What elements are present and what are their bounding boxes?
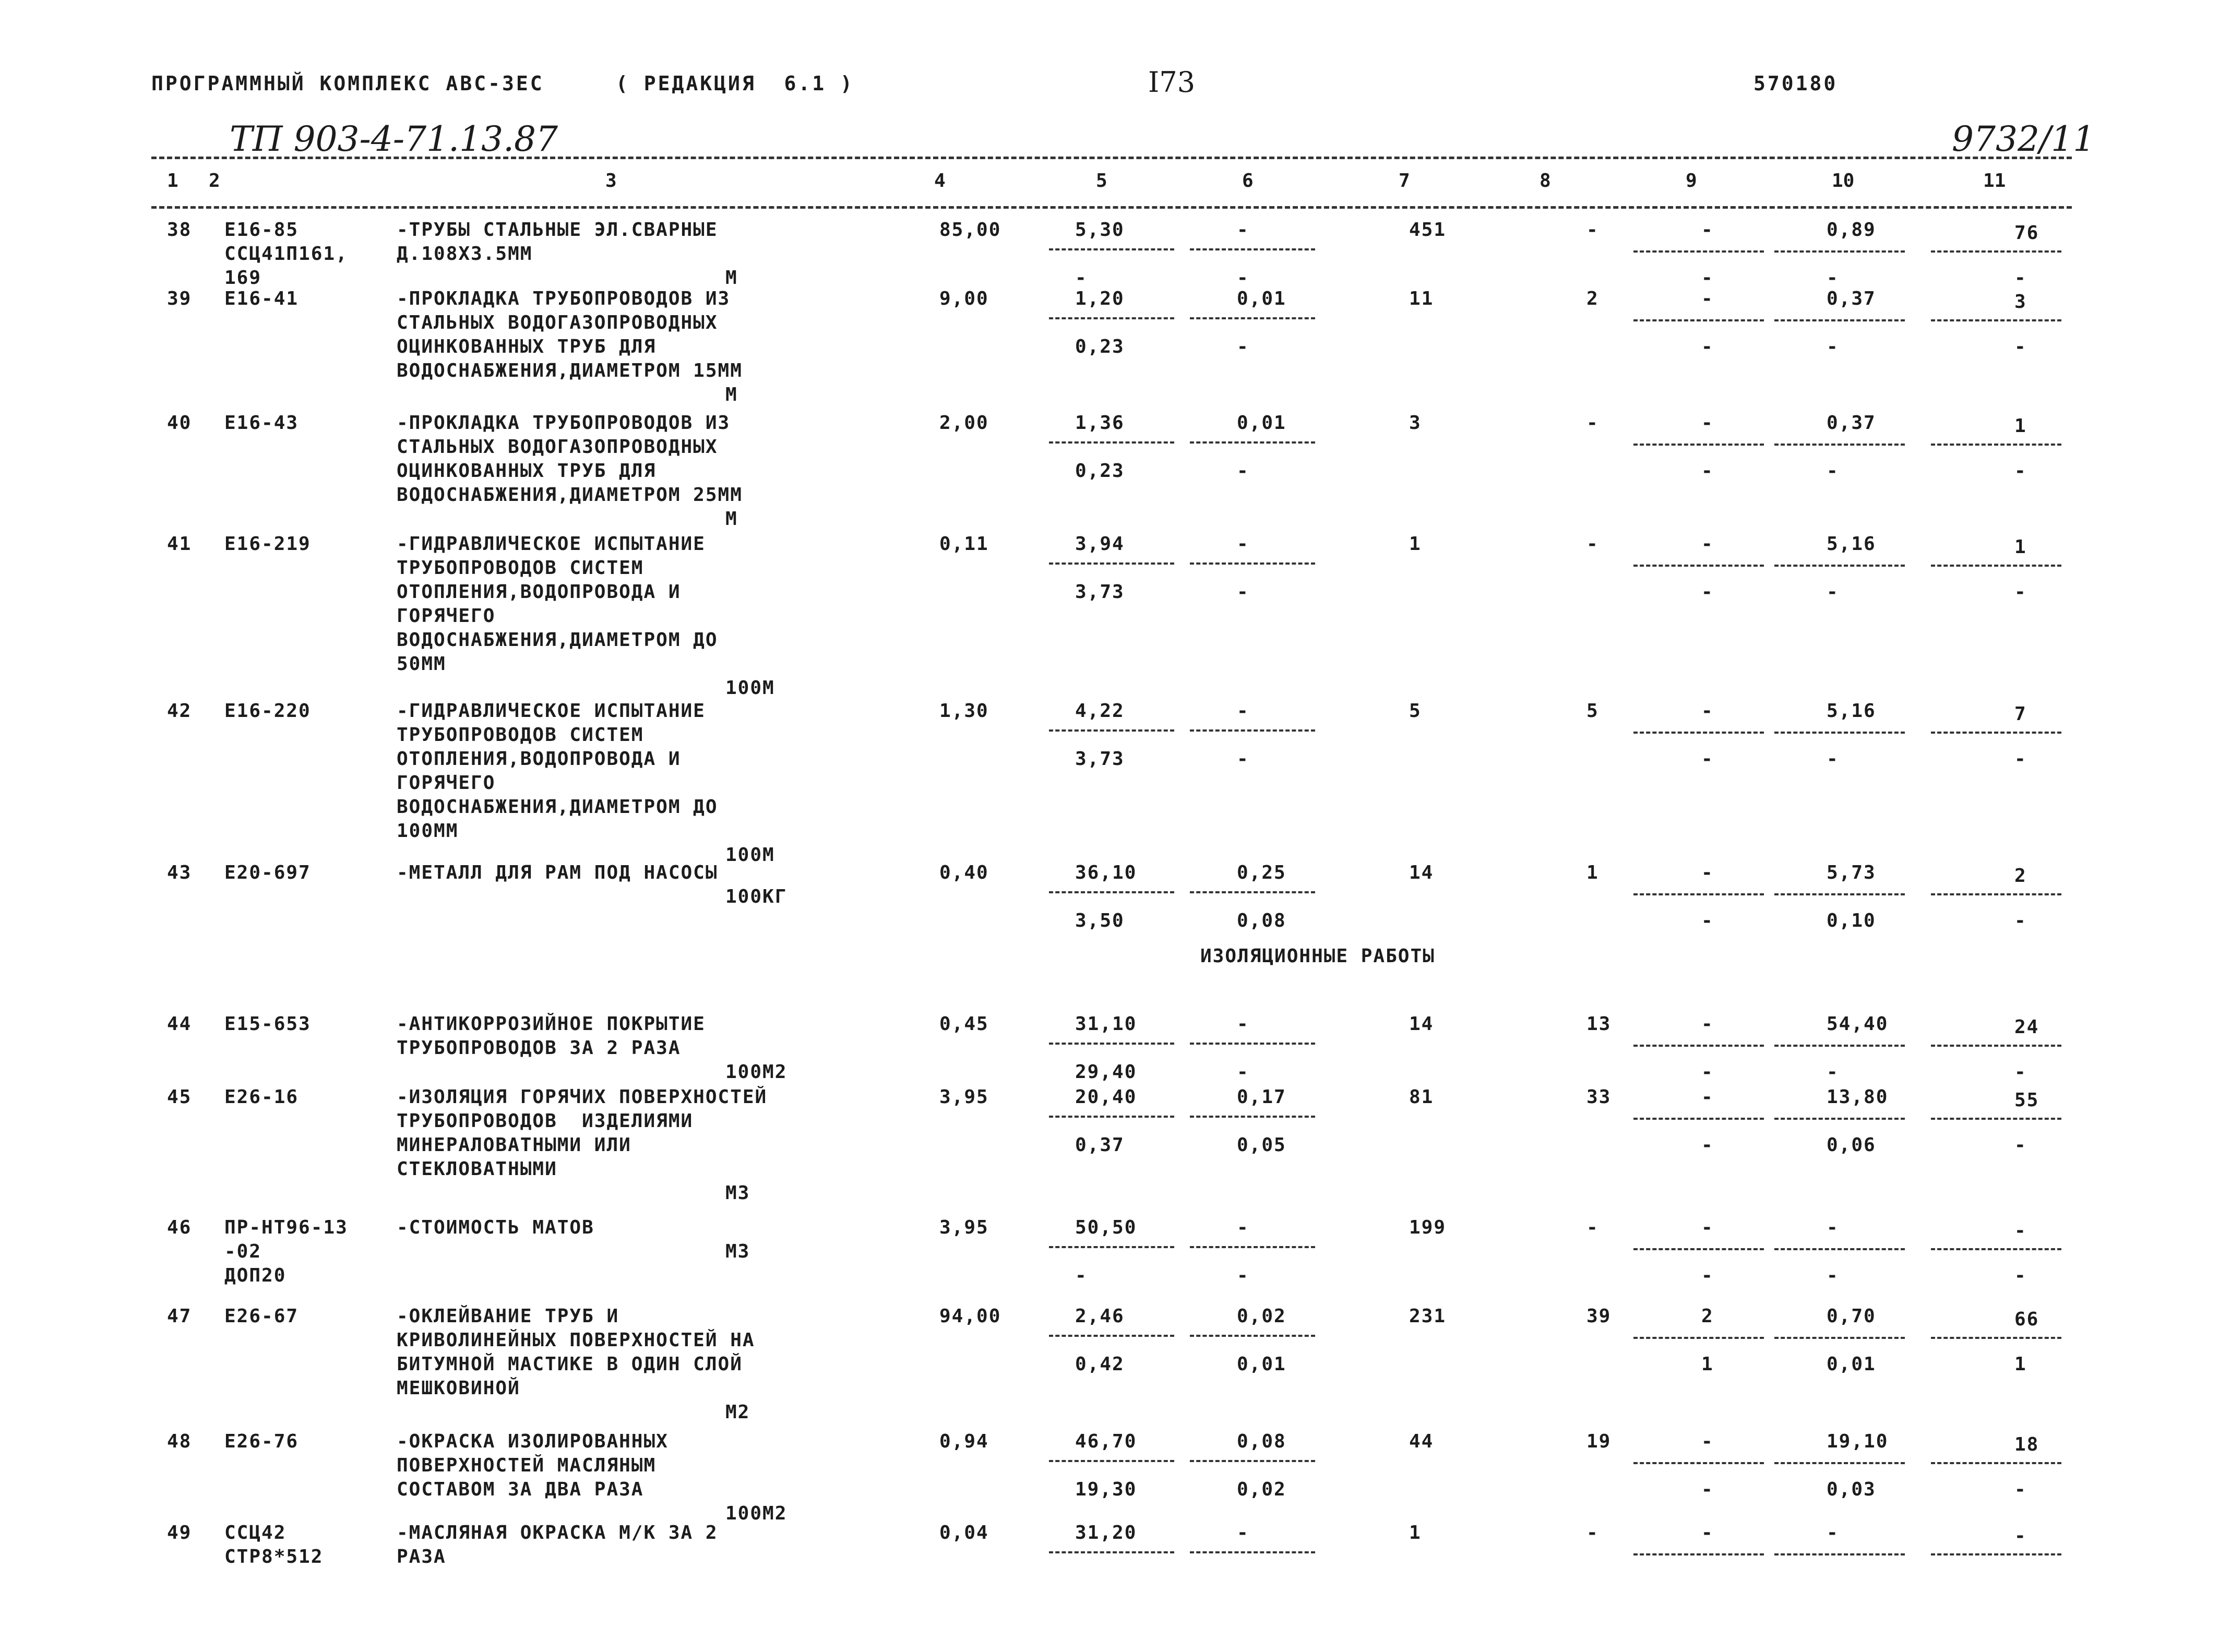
total-wages: -	[1586, 1522, 1599, 1543]
row-separator	[1931, 1553, 2061, 1555]
total-cost: 14	[1409, 862, 1434, 883]
labor-total: 55	[2014, 1090, 2039, 1111]
labor-total: 1	[2014, 415, 2027, 437]
row-separator	[1049, 248, 1174, 250]
total-wages: -	[1586, 412, 1599, 434]
row-separator	[1633, 1462, 1764, 1464]
total-cost: 81	[1409, 1086, 1434, 1108]
unit-cost-machines: -	[1237, 1522, 1249, 1543]
row-separator	[1049, 441, 1174, 444]
column-header-3: 3	[605, 170, 617, 191]
rate-code: Е16-85 ССЦ41П161, 169	[224, 219, 348, 289]
labor-unit: 54,40	[1827, 1013, 1889, 1035]
rate-code: Е26-76	[224, 1431, 299, 1452]
labor-unit: 0,89	[1827, 219, 1876, 241]
labor-unit: 0,37	[1827, 412, 1876, 434]
work-description: -ПРОКЛАДКА ТРУБОПРОВОДОВ ИЗ СТАЛЬНЫХ ВОДОГАЗОПРОВОДНЫХ ОЦИНКОВАННЫХ ТРУБ ДЛЯ ВОДОСНАБЖЕНИЯ,ДИАМЕТРОМ 25ММ	[397, 412, 743, 506]
row-separator	[1190, 729, 1315, 732]
edition-label: ( РЕДАКЦИЯ 6.1 )	[616, 72, 854, 95]
row-number: 38	[167, 219, 192, 241]
unit-cost-machines: 0,08	[1237, 1431, 1286, 1452]
row-separator	[1190, 1043, 1315, 1045]
quantity: 0,45	[939, 1013, 989, 1035]
unit-cost-total: 20,40	[1075, 1086, 1137, 1108]
row-separator	[1049, 729, 1174, 732]
rate-code: ССЦ42 СТР8*512	[224, 1522, 324, 1567]
labor-total: -	[2014, 1220, 2027, 1241]
header-rule	[151, 206, 2072, 209]
row-separator	[1774, 444, 1905, 446]
total-wages: 19	[1586, 1431, 1612, 1452]
row-separator	[1633, 893, 1764, 895]
labor-total-machinists: 1	[2014, 1354, 2027, 1375]
quantity: 2,00	[939, 412, 989, 434]
total-machines: -	[1701, 288, 1714, 309]
labor-unit: 19,10	[1827, 1431, 1889, 1452]
labor-total: 2	[2014, 865, 2027, 887]
row-separator	[1190, 248, 1315, 250]
labor-unit-machinists: -	[1827, 748, 1839, 770]
labor-unit-machinists: 0,03	[1827, 1479, 1876, 1500]
unit-cost-machines: 0,17	[1237, 1086, 1286, 1108]
labor-unit-machinists: -	[1827, 1061, 1839, 1083]
row-separator	[1774, 1337, 1905, 1339]
row-separator	[1774, 893, 1905, 895]
total-wages: 33	[1586, 1086, 1612, 1108]
row-separator	[1190, 562, 1315, 565]
unit-cost-machines: 0,02	[1237, 1306, 1286, 1327]
unit-cost-machines: -	[1237, 219, 1249, 241]
unit-cost-total: 36,10	[1075, 862, 1137, 883]
program-title: ПРОГРАММНЫЙ КОМПЛЕКС АВС-ЗЕС	[151, 72, 544, 95]
row-separator	[1931, 1118, 2061, 1120]
row-separator	[1931, 319, 2061, 321]
unit-cost-machine-wages: -	[1237, 748, 1249, 770]
unit-cost-total: 31,10	[1075, 1013, 1137, 1035]
total-machines: -	[1701, 862, 1714, 883]
work-description: -МАСЛЯНАЯ ОКРАСКА М/К ЗА 2 РАЗА	[397, 1522, 718, 1567]
rate-code: Е16-219	[224, 533, 311, 555]
row-separator	[1931, 565, 2061, 567]
labor-total: -	[2014, 1525, 2027, 1547]
labor-unit: 0,37	[1827, 288, 1876, 309]
total-cost: 231	[1409, 1306, 1447, 1327]
labor-total: 7	[2014, 703, 2027, 725]
column-header-9: 9	[1686, 170, 1697, 191]
labor-unit: 5,73	[1827, 862, 1876, 883]
row-separator	[1049, 317, 1174, 319]
unit-cost-wages: 0,23	[1075, 336, 1125, 357]
total-machine-wages: -	[1701, 910, 1714, 931]
labor-unit-machinists: -	[1827, 336, 1839, 357]
labor-total: 3	[2014, 291, 2027, 313]
unit-cost-total: 31,20	[1075, 1522, 1137, 1543]
quantity: 3,95	[939, 1086, 989, 1108]
row-separator	[1774, 250, 1905, 253]
labor-total: 76	[2014, 222, 2039, 244]
total-machine-wages: -	[1701, 1134, 1714, 1156]
row-separator	[1049, 891, 1174, 893]
row-separator	[1633, 565, 1764, 567]
column-header-6: 6	[1242, 170, 1254, 191]
labor-total-machinists: -	[2014, 1265, 2027, 1286]
sheet-number: 9732/11	[1952, 119, 2095, 159]
unit-cost-wages: 0,37	[1075, 1134, 1125, 1156]
row-separator	[1633, 319, 1764, 321]
total-cost: 14	[1409, 1013, 1434, 1035]
labor-total-machinists: -	[2014, 910, 2027, 931]
row-separator	[1774, 565, 1905, 567]
unit-cost-total: 46,70	[1075, 1431, 1137, 1452]
unit-cost-wages: -	[1075, 1265, 1088, 1286]
unit-of-measure: М3	[725, 1241, 750, 1262]
quantity: 9,00	[939, 288, 989, 309]
unit-of-measure: 100М	[725, 677, 775, 699]
unit-of-measure: М	[725, 384, 738, 405]
total-cost: 199	[1409, 1217, 1447, 1238]
unit-cost-total: 5,30	[1075, 219, 1125, 241]
labor-unit-machinists: 0,10	[1827, 910, 1876, 931]
unit-of-measure: 100М	[725, 844, 775, 866]
labor-unit: 13,80	[1827, 1086, 1889, 1108]
rate-code: Е16-41	[224, 288, 299, 309]
total-machine-wages: -	[1701, 1265, 1714, 1286]
unit-cost-wages: 3,50	[1075, 910, 1125, 931]
work-description: -ГИДРАВЛИЧЕСКОЕ ИСПЫТАНИЕ ТРУБОПРОВОДОВ СИСТЕМ ОТОПЛЕНИЯ,ВОДОПРОВОДА И ГОРЯЧЕГО ВОДОСНАБЖЕНИЯ,ДИАМЕТРОМ ДО 100ММ	[397, 700, 718, 842]
total-machines: -	[1701, 1431, 1714, 1452]
column-header-11: 11	[1983, 170, 2006, 191]
total-machines: -	[1701, 533, 1714, 555]
row-separator	[1633, 444, 1764, 446]
unit-cost-machine-wages: -	[1237, 581, 1249, 603]
total-cost: 1	[1409, 533, 1422, 555]
row-number: 40	[167, 412, 192, 434]
row-separator	[1931, 893, 2061, 895]
total-cost: 1	[1409, 1522, 1422, 1543]
labor-unit: -	[1827, 1217, 1839, 1238]
labor-total-machinists: -	[2014, 1134, 2027, 1156]
row-separator	[1049, 1043, 1174, 1045]
unit-of-measure: М3	[725, 1182, 750, 1204]
total-cost: 5	[1409, 700, 1422, 722]
labor-total-machinists: -	[2014, 267, 2027, 289]
labor-total: 18	[2014, 1434, 2039, 1455]
unit-cost-machines: -	[1237, 700, 1249, 722]
total-machine-wages: -	[1701, 581, 1714, 603]
unit-cost-machine-wages: -	[1237, 460, 1249, 482]
rate-code: Е26-16	[224, 1086, 299, 1108]
column-header-7: 7	[1399, 170, 1410, 191]
row-separator	[1633, 1045, 1764, 1047]
column-header-10: 10	[1832, 170, 1855, 191]
column-header-1: 1	[167, 170, 178, 191]
row-separator	[1774, 732, 1905, 734]
row-separator	[1931, 1337, 2061, 1339]
unit-cost-total: 3,94	[1075, 533, 1125, 555]
total-machines: -	[1701, 1013, 1714, 1035]
unit-cost-wages: 0,42	[1075, 1354, 1125, 1375]
labor-unit: -	[1827, 1522, 1839, 1543]
unit-cost-machines: 0,01	[1237, 288, 1286, 309]
row-number: 43	[167, 862, 192, 883]
rate-code: Е26-67	[224, 1306, 299, 1327]
unit-of-measure: 100М2	[725, 1061, 788, 1083]
rate-code: Е20-697	[224, 862, 311, 883]
row-separator	[1190, 1246, 1315, 1248]
unit-cost-machines: 0,01	[1237, 412, 1286, 434]
total-wages: 2	[1586, 288, 1599, 309]
row-separator	[1049, 1551, 1174, 1553]
total-wages: 5	[1586, 700, 1599, 722]
total-wages: -	[1586, 1217, 1599, 1238]
labor-total-machinists: -	[2014, 1479, 2027, 1500]
unit-cost-machines: -	[1237, 1013, 1249, 1035]
work-description: -ОКРАСКА ИЗОЛИРОВАННЫХ ПОВЕРХНОСТЕЙ МАСЛЯНЫМ СОСТАВОМ ЗА ДВА РАЗА	[397, 1431, 669, 1500]
unit-cost-machine-wages: -	[1237, 1061, 1249, 1083]
row-separator	[1633, 1118, 1764, 1120]
column-header-5: 5	[1096, 170, 1107, 191]
unit-cost-wages: 3,73	[1075, 581, 1125, 603]
labor-unit-machinists: 0,06	[1827, 1134, 1876, 1156]
row-separator	[1633, 1248, 1764, 1250]
total-machine-wages: -	[1701, 267, 1714, 289]
work-description: -ТРУБЫ СТАЛЬНЫЕ ЭЛ.СВАРНЫЕ Д.108Х3.5ММ	[397, 219, 718, 265]
labor-unit-machinists: -	[1827, 581, 1839, 603]
unit-of-measure: М	[725, 508, 738, 530]
unit-cost-machine-wages: 0,02	[1237, 1479, 1286, 1500]
total-wages: 39	[1586, 1306, 1612, 1327]
top-rule	[151, 157, 2072, 159]
unit-cost-machine-wages: -	[1237, 267, 1249, 289]
labor-unit: 5,16	[1827, 533, 1876, 555]
row-separator	[1633, 1337, 1764, 1339]
labor-unit-machinists: -	[1827, 1265, 1839, 1286]
column-header-4: 4	[934, 170, 946, 191]
page-number: I73	[1148, 66, 1196, 99]
row-separator	[1931, 1045, 2061, 1047]
row-separator	[1774, 1553, 1905, 1555]
work-description: -АНТИКОРРОЗИЙНОЕ ПОКРЫТИЕ ТРУБОПРОВОДОВ ЗА 2 РАЗА	[397, 1013, 706, 1059]
total-machine-wages: -	[1701, 748, 1714, 770]
unit-cost-wages: 0,23	[1075, 460, 1125, 482]
labor-total-machinists: -	[2014, 460, 2027, 482]
labor-total: 24	[2014, 1016, 2039, 1038]
total-wages: -	[1586, 219, 1599, 241]
quantity: 0,94	[939, 1431, 989, 1452]
column-header-8: 8	[1540, 170, 1551, 191]
total-cost: 44	[1409, 1431, 1434, 1452]
quantity: 0,04	[939, 1522, 989, 1543]
row-separator	[1190, 1335, 1315, 1337]
unit-cost-machines: 0,25	[1237, 862, 1286, 883]
row-separator	[1049, 1246, 1174, 1248]
row-separator	[1190, 1551, 1315, 1553]
total-machine-wages: 1	[1701, 1354, 1714, 1375]
total-machines: -	[1701, 1086, 1714, 1108]
unit-cost-wages: 19,30	[1075, 1479, 1137, 1500]
section-title: ИЗОЛЯЦИОННЫЕ РАБОТЫ	[1200, 945, 1435, 967]
unit-cost-machine-wages: -	[1237, 336, 1249, 357]
labor-total-machinists: -	[2014, 748, 2027, 770]
row-separator	[1190, 1460, 1315, 1462]
total-machines: -	[1701, 412, 1714, 434]
row-number: 45	[167, 1086, 192, 1108]
total-wages: -	[1586, 533, 1599, 555]
unit-cost-wages: -	[1075, 267, 1088, 289]
unit-cost-total: 1,36	[1075, 412, 1125, 434]
work-description: -СТОИМОСТЬ МАТОВ	[397, 1217, 594, 1238]
row-separator	[1931, 444, 2061, 446]
row-separator	[1633, 1553, 1764, 1555]
labor-unit-machinists: 0,01	[1827, 1354, 1876, 1375]
total-machine-wages: -	[1701, 1479, 1714, 1500]
unit-cost-wages: 3,73	[1075, 748, 1125, 770]
labor-unit: 0,70	[1827, 1306, 1876, 1327]
unit-cost-machines: -	[1237, 1217, 1249, 1238]
unit-cost-machine-wages: 0,08	[1237, 910, 1286, 931]
quantity: 0,40	[939, 862, 989, 883]
total-machine-wages: -	[1701, 460, 1714, 482]
total-cost: 3	[1409, 412, 1422, 434]
row-separator	[1049, 1460, 1174, 1462]
labor-unit: 5,16	[1827, 700, 1876, 722]
row-separator	[1633, 732, 1764, 734]
row-number: 49	[167, 1522, 192, 1543]
labor-total: 66	[2014, 1309, 2039, 1330]
project-number: ТП 903-4-71.13.87	[230, 119, 558, 159]
row-number: 47	[167, 1306, 192, 1327]
labor-unit-machinists: -	[1827, 267, 1839, 289]
work-description: -ПРОКЛАДКА ТРУБОПРОВОДОВ ИЗ СТАЛЬНЫХ ВОДОГАЗОПРОВОДНЫХ ОЦИНКОВАННЫХ ТРУБ ДЛЯ ВОДОСНАБЖЕНИЯ,ДИАМЕТРОМ 15ММ	[397, 288, 743, 381]
quantity: 94,00	[939, 1306, 1001, 1327]
row-number: 48	[167, 1431, 192, 1452]
row-number: 42	[167, 700, 192, 722]
row-separator	[1049, 1335, 1174, 1337]
total-cost: 451	[1409, 219, 1447, 241]
labor-total-machinists: -	[2014, 1061, 2027, 1083]
unit-cost-machine-wages: 0,05	[1237, 1134, 1286, 1156]
total-machines: -	[1701, 1522, 1714, 1543]
unit-cost-machine-wages: -	[1237, 1265, 1249, 1286]
rate-code: Е16-43	[224, 412, 299, 434]
unit-cost-wages: 29,40	[1075, 1061, 1137, 1083]
unit-cost-machines: -	[1237, 533, 1249, 555]
quantity: 85,00	[939, 219, 1001, 241]
row-separator	[1633, 250, 1764, 253]
work-description: -ГИДРАВЛИЧЕСКОЕ ИСПЫТАНИЕ ТРУБОПРОВОДОВ СИСТЕМ ОТОПЛЕНИЯ,ВОДОПРОВОДА И ГОРЯЧЕГО ВОДОСНАБЖЕНИЯ,ДИАМЕТРОМ ДО 50ММ	[397, 533, 718, 675]
unit-of-measure: 100М2	[725, 1503, 788, 1524]
total-wages: 13	[1586, 1013, 1612, 1035]
rate-code: Е16-220	[224, 700, 311, 722]
row-number: 39	[167, 288, 192, 309]
labor-total-machinists: -	[2014, 581, 2027, 603]
quantity: 3,95	[939, 1217, 989, 1238]
row-separator	[1931, 1248, 2061, 1250]
labor-unit-machinists: -	[1827, 460, 1839, 482]
unit-cost-machine-wages: 0,01	[1237, 1354, 1286, 1375]
labor-total: 1	[2014, 536, 2027, 558]
document-code: 570180	[1753, 72, 1838, 95]
row-separator	[1774, 1045, 1905, 1047]
row-separator	[1774, 1248, 1905, 1250]
quantity: 1,30	[939, 700, 989, 722]
unit-cost-total: 50,50	[1075, 1217, 1137, 1238]
total-machines: -	[1701, 1217, 1714, 1238]
row-separator	[1049, 1116, 1174, 1118]
total-machine-wages: -	[1701, 1061, 1714, 1083]
rate-code: ПР-НТ96-13 -02 ДОП20	[224, 1217, 348, 1286]
row-number: 44	[167, 1013, 192, 1035]
row-separator	[1931, 732, 2061, 734]
total-machine-wages: -	[1701, 336, 1714, 357]
row-separator	[1931, 1462, 2061, 1464]
work-description: -ОКЛЕЙВАНИЕ ТРУБ И КРИВОЛИНЕЙНЫХ ПОВЕРХНОСТЕЙ НА БИТУМНОЙ МАСТИКЕ В ОДИН СЛОЙ МЕШКОВИНОЙ	[397, 1306, 755, 1399]
row-separator	[1190, 891, 1315, 893]
unit-of-measure: 100КГ	[725, 886, 788, 907]
unit-of-measure: М2	[725, 1402, 750, 1423]
row-separator	[1774, 1462, 1905, 1464]
work-description: -ИЗОЛЯЦИЯ ГОРЯЧИХ ПОВЕРХНОСТЕЙ ТРУБОПРОВОДОВ ИЗДЕЛИЯМИ МИНЕРАЛОВАТНЫМИ ИЛИ СТЕКЛОВАТНЫМИ	[397, 1086, 768, 1180]
unit-cost-total: 1,20	[1075, 288, 1125, 309]
unit-cost-total: 2,46	[1075, 1306, 1125, 1327]
quantity: 0,11	[939, 533, 989, 555]
unit-cost-total: 4,22	[1075, 700, 1125, 722]
row-separator	[1049, 562, 1174, 565]
row-separator	[1774, 319, 1905, 321]
labor-total-machinists: -	[2014, 336, 2027, 357]
total-cost: 11	[1409, 288, 1434, 309]
row-number: 41	[167, 533, 192, 555]
unit-of-measure: М	[725, 267, 738, 289]
row-separator	[1931, 250, 2061, 253]
total-machines: 2	[1701, 1306, 1714, 1327]
column-header-2: 2	[209, 170, 220, 191]
work-description: -МЕТАЛЛ ДЛЯ РАМ ПОД НАСОСЫ	[397, 862, 718, 883]
rate-code: Е15-653	[224, 1013, 311, 1035]
row-separator	[1190, 441, 1315, 444]
row-separator	[1190, 317, 1315, 319]
total-wages: 1	[1586, 862, 1599, 883]
total-machines: -	[1701, 700, 1714, 722]
row-number: 46	[167, 1217, 192, 1238]
row-separator	[1774, 1118, 1905, 1120]
row-separator	[1190, 1116, 1315, 1118]
total-machines: -	[1701, 219, 1714, 241]
